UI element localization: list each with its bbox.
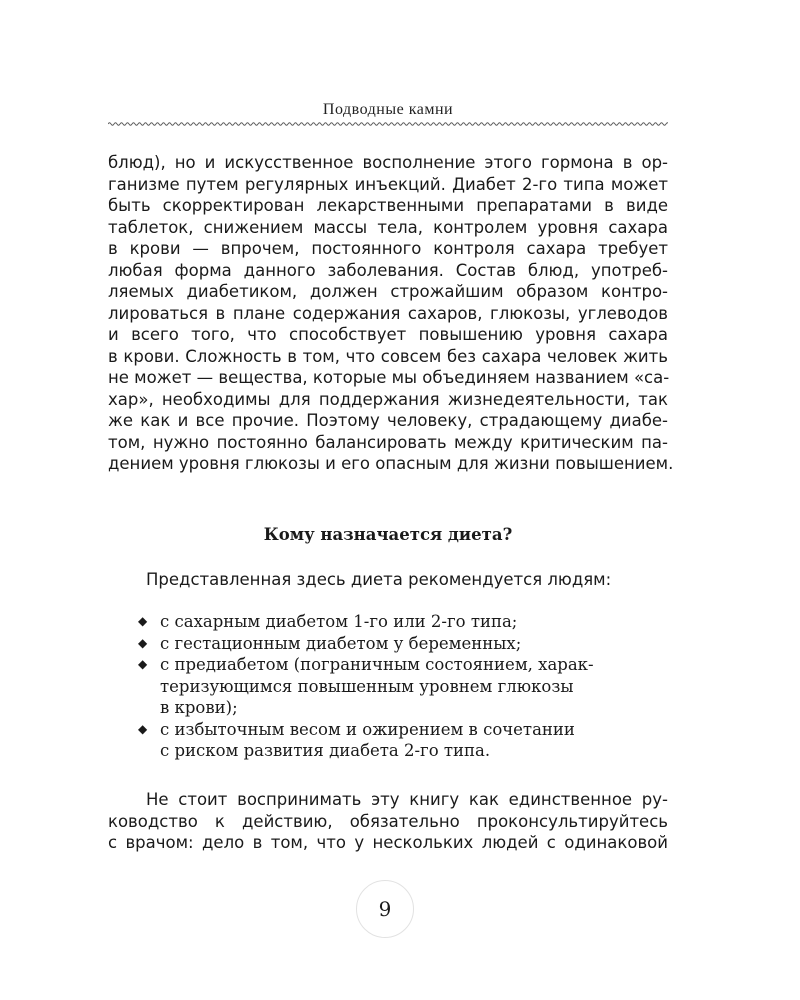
list-item-text: с предиабетом (пограничным состоянием, харак-: [160, 655, 594, 674]
list-item-text: теризующимся повышенным уровнем глюкозы: [160, 676, 574, 696]
running-head: Подводные камни: [322, 101, 454, 118]
section-heading: Кому назначается диета?: [263, 525, 513, 544]
list-item-text: в крови);: [160, 698, 238, 717]
text-line: любая форма данного заболевания. Состав блюд, употреб-: [108, 260, 668, 280]
text-line: и всего того, что способствует повышению уровня сахара: [108, 325, 668, 344]
diamond-bullet-icon: ◆: [138, 614, 148, 628]
diamond-bullet-icon: ◆: [138, 635, 148, 650]
diamond-bullet-icon: ◆: [138, 657, 148, 671]
text-line: ганизме путем регулярных инъекций. Диабет 2-го типа может: [108, 174, 668, 194]
list-item-text: с сахарным диабетом 1-го или 2-го типа;: [160, 612, 518, 631]
list-item: [138, 633, 678, 655]
paragraph-1: [108, 152, 674, 475]
text-line: дением уровня глюкозы и его опасным для жизни повышением.: [108, 454, 674, 473]
text-line: ководство к действию, обязательно проконсультируйтесь: [108, 811, 668, 831]
wavy-rule: [108, 120, 668, 128]
text-line: хар», необходимы для поддержания жизнедеятельности, так: [108, 389, 668, 409]
text-line: в крови — впрочем, постоянного контроля сахара требует: [108, 239, 668, 258]
text-line: не может — вещества, которые мы объединяем названием «са-: [108, 368, 670, 387]
list-item: [138, 611, 678, 633]
diamond-bullet-icon: ◆: [138, 721, 148, 736]
text-line: с врачом: дело в том, что у нескольких людей с одинаковой: [108, 833, 668, 852]
text-line: ляемых диабетиком, должен строжайшим образом контро-: [108, 282, 668, 301]
text-line: Не стоит воспринимать эту книгу как единственное ру-: [146, 790, 668, 809]
text-line: же как и все прочие. Поэтому человеку, страдающему диабе-: [108, 411, 668, 430]
list-item: [138, 719, 678, 762]
paragraph-2: [108, 789, 668, 854]
text-line: быть скорректирован лекарственными препаратами в виде: [108, 196, 668, 215]
list-item-text: с избыточным весом и ожирением в сочетании: [160, 719, 575, 739]
text-line: в крови. Сложность в том, что совсем без сахара человек жить: [108, 346, 668, 366]
list-item-text: с риском развития диабета 2-го типа.: [160, 741, 491, 760]
list-item-text: с гестационным диабетом у беременных;: [160, 633, 522, 653]
text-line: таблеток, снижением массы тела, контролем уровня сахара: [108, 217, 668, 237]
text-line: лироваться в плане содержания сахаров, глюкозы, углеводов: [108, 303, 668, 323]
text-line: том, нужно постоянно балансировать между критическим па-: [108, 432, 668, 452]
intro-text: Представленная здесь диета рекомендуется людям:: [146, 570, 612, 589]
list-item: [138, 654, 678, 719]
page-number: 9: [356, 880, 414, 938]
text-line: блюд), но и искусственное восполнение этого гормона в ор-: [108, 153, 668, 172]
bullet-list: [138, 611, 678, 762]
